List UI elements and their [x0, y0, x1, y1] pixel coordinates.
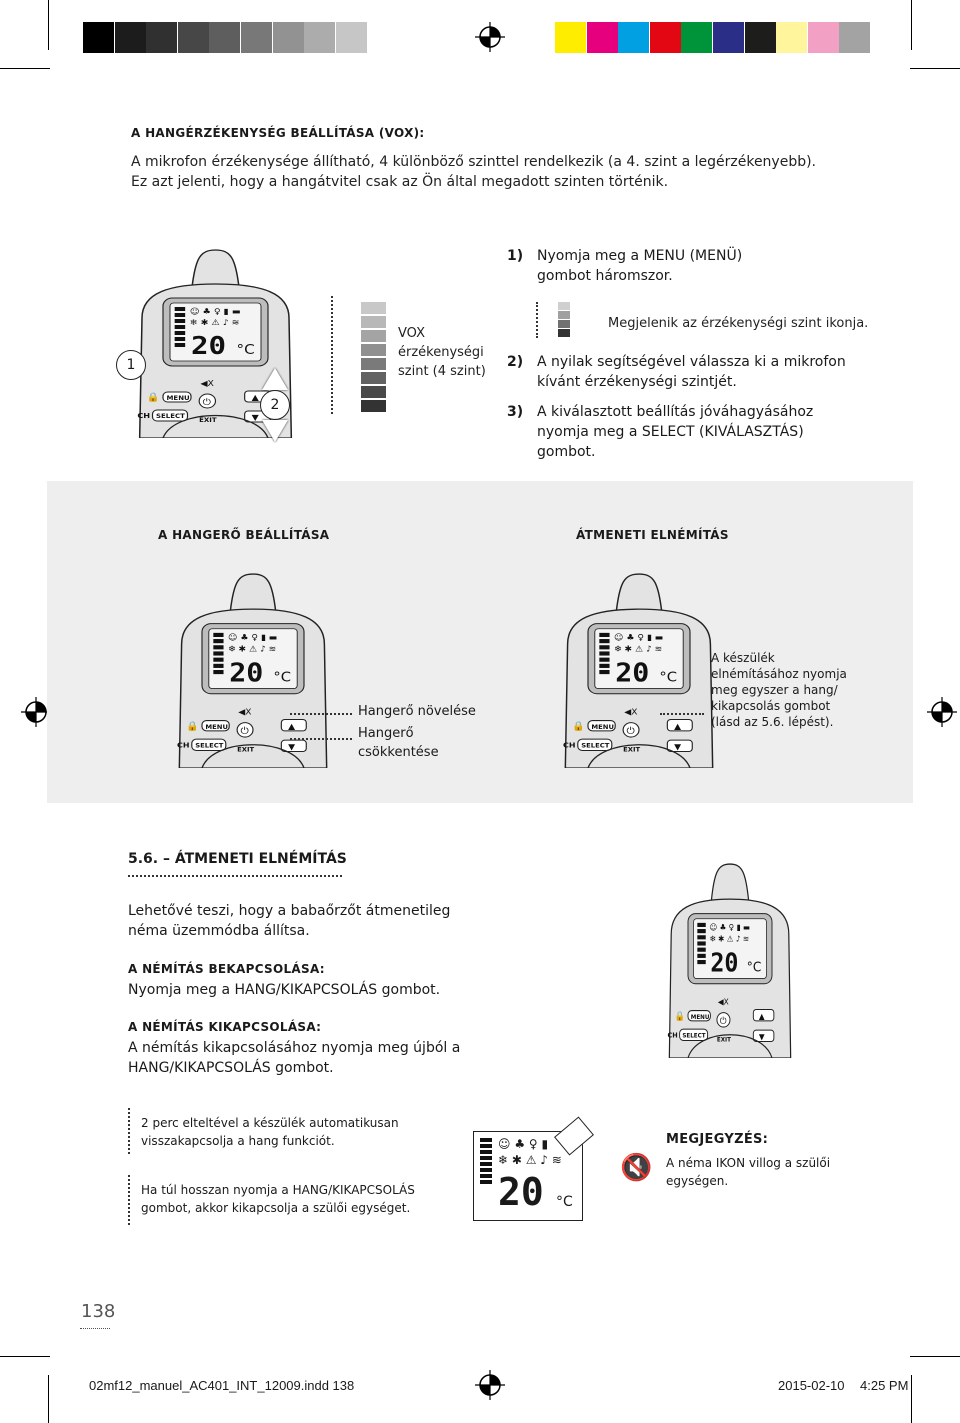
vox-level-label: VOX érzékenységi szint (4 szint) [398, 326, 486, 379]
vox-line-1: A mikrofon érzékenysége állítható, 4 különböző szinttel rendelkezik (a 4. szint a legérzékenyebb). [131, 154, 817, 170]
page-number: 138 [81, 1301, 116, 1322]
dotted-divider [128, 1108, 130, 1154]
page-number-underline [80, 1328, 110, 1329]
dotted-leader [290, 713, 352, 715]
gray-swatch [304, 22, 335, 53]
color-swatch [555, 22, 586, 53]
color-swatch [745, 22, 776, 53]
dotted-leader [660, 713, 704, 715]
tip-2: Ha túl hosszan nyomja a HANG/KIKAPCSOLÁS gombot, akkor kikapcsolja a szülői egységet. [141, 1183, 415, 1215]
color-swatch [713, 22, 744, 53]
parent-unit-illustration [554, 572, 724, 768]
volume-down-label: Hangerő csökkentése [358, 726, 439, 760]
mute-off-heading: A NÉMÍTÁS KIKAPCSOLÁSA: [128, 1020, 322, 1034]
gray-swatch [83, 22, 114, 53]
section-title: 5.6. – ÁTMENETI ELNÉMÍTÁS [128, 851, 347, 867]
registration-mark-icon [927, 697, 957, 727]
registration-mark-icon [475, 1370, 505, 1400]
note-text: A néma IKON villog a szülői egységen. [666, 1156, 831, 1188]
registration-mark-icon [475, 22, 505, 52]
gray-swatch [115, 22, 146, 53]
crop-mark [0, 68, 50, 69]
callout-1: 1 [116, 350, 146, 380]
color-swatch [808, 22, 839, 53]
callout-2: 2 [260, 390, 290, 420]
step-number: 3) [507, 404, 524, 420]
title-underline [128, 875, 342, 877]
mute-on-text: Nyomja meg a HANG/KIKAPCSOLÁS gombot. [128, 982, 441, 998]
step-number: 2) [507, 354, 524, 370]
crop-mark [910, 68, 960, 69]
footer-date: 2015-02-10 [778, 1378, 845, 1393]
gray-swatch [336, 22, 367, 53]
step-3 [507, 402, 867, 462]
mute-on-heading: A NÉMÍTÁS BEKAPCSOLÁSA: [128, 962, 325, 976]
arrow-down-icon [262, 420, 288, 442]
vox-level-bars [361, 302, 386, 414]
volume-heading: A HANGERŐ BEÁLLÍTÁSA [158, 528, 330, 542]
gray-swatch [178, 22, 209, 53]
vox-line-2: Ez azt jelenti, hogy a hangátvitel csak az Ön által megadott szinten történik. [131, 174, 669, 190]
vox-heading: A HANGÉRZÉKENYSÉG BEÁLLÍTÁSA (VOX): [131, 126, 425, 140]
crop-mark [910, 1356, 960, 1357]
dotted-divider [536, 302, 538, 338]
gray-swatch [209, 22, 240, 53]
step-text: Nyomja meg a MENU (MENÜ) gombot háromszor. [537, 248, 743, 284]
dotted-divider [331, 296, 333, 414]
parent-unit-illustration [660, 862, 800, 1058]
arrow-up-icon [262, 368, 288, 390]
crop-mark [911, 1375, 912, 1423]
temp-mute-heading: ÁTMENETI ELNÉMÍTÁS [576, 528, 729, 542]
gray-swatch [273, 22, 304, 53]
gray-swatch [241, 22, 272, 53]
step-number: 1) [507, 248, 524, 264]
dotted-leader [290, 738, 352, 740]
footer-time: 4:25 PM [860, 1378, 909, 1393]
lcd-closeup: ☺ ♣ ♀ ▮ ❄ ✱ ⚠ ♪ ≋ 20 °C [473, 1131, 583, 1221]
sensitivity-icon [558, 302, 570, 337]
footer-file: 02mf12_manuel_AC401_INT_12009.indd 138 [89, 1378, 355, 1393]
gray-swatch [146, 22, 177, 53]
step-text: A kiválasztott beállítás jóváhagyásához nyomja meg a SELECT (KIVÁLASZTÁS) gombot. [537, 404, 814, 460]
mute-off-text: A némítás kikapcsolásához nyomja meg újból a HANG/KIKAPCSOLÁS gombot. [128, 1040, 461, 1076]
volume-up-label: Hangerő növelése [358, 704, 476, 719]
note-heading: MEGJEGYZÉS: [666, 1132, 769, 1147]
crop-mark [0, 1356, 50, 1357]
mute-icon: 🔇 [620, 1153, 653, 1183]
color-swatch [839, 22, 870, 53]
color-swatch [776, 22, 807, 53]
temp-mute-note: A készülék elnémításához nyomja meg egyszer a hang/ kikapcsolás gombot (lásd az 5.6. lépést). [711, 651, 847, 729]
color-swatch [650, 22, 681, 53]
tip-1: 2 perc elteltével a készülék automatikusan visszakapcsolja a hang funkciót. [141, 1116, 399, 1148]
temp-unit: °C [556, 1194, 573, 1210]
dotted-divider [128, 1175, 130, 1225]
step-2 [507, 352, 867, 392]
color-swatch [681, 22, 712, 53]
step-text: A nyilak segítségével válassza ki a mikrofon kívánt érzékenységi szintjét. [537, 354, 846, 390]
color-swatch [618, 22, 649, 53]
step-1 [507, 246, 767, 286]
color-swatch [587, 22, 618, 53]
crop-mark [48, 0, 49, 50]
crop-mark [48, 1375, 49, 1423]
section-intro: Lehetővé teszi, hogy a babaőrzőt átmenetileg néma üzemmódba állítsa. [128, 903, 451, 939]
temp-readout: 20 [498, 1170, 544, 1214]
icon-note: Megjelenik az érzékenységi szint ikonja. [608, 316, 869, 331]
crop-mark [911, 0, 912, 50]
